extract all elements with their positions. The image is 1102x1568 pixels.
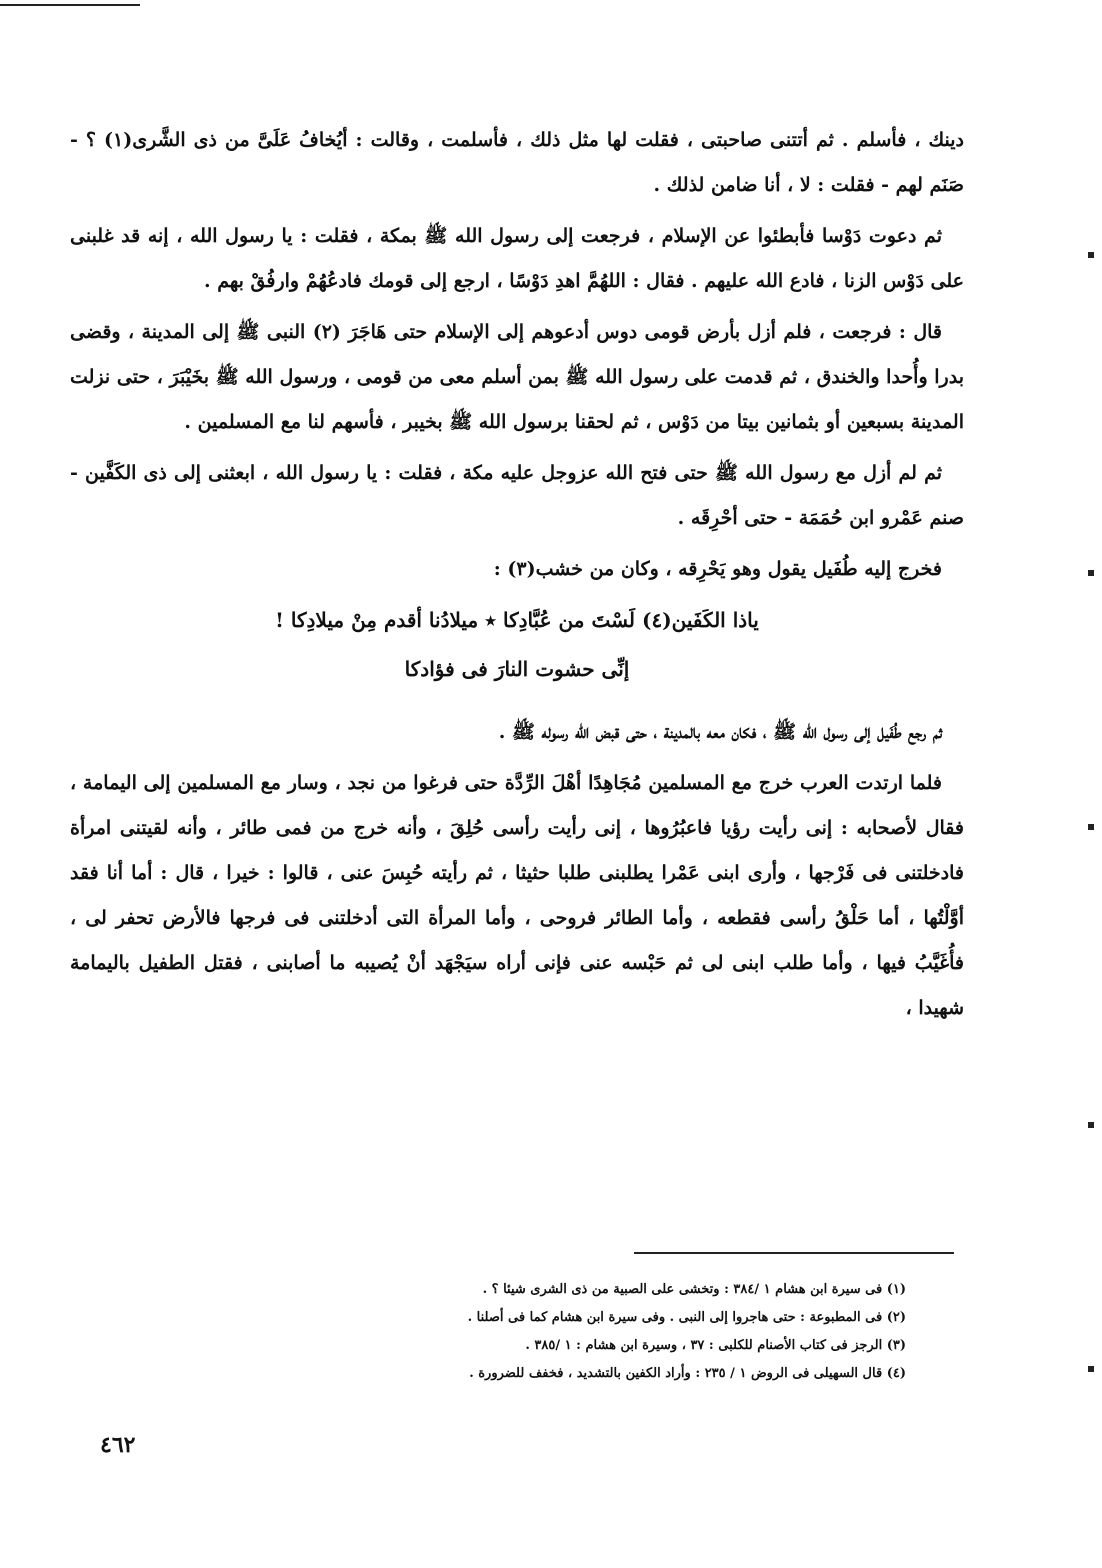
verse-line: ياذا الكَفَين(٤) لَسْتَ من عُبَّادِكا ٭ ميلادُنا أقدم مِنْ ميلادِكا ! [275, 608, 759, 632]
paragraph: فخرج إليه طُفَيل يقول وهو يَحْرِقه ، وكان من خشب(٣) : [493, 558, 942, 580]
margin-mark [1088, 252, 1094, 258]
margin-mark [1088, 824, 1094, 830]
margin-mark [1088, 1122, 1094, 1128]
footnote: (١) فى سيرة ابن هشام ١ /٣٨٤ : وتخشى على الصبية من ذى الشرى شيئا ؟ . [482, 1282, 906, 1297]
main-text [70, 118, 964, 1037]
footnotes [300, 1276, 906, 1388]
page-number: ٤٦٢ [100, 1432, 136, 1458]
margin-mark [1088, 1366, 1094, 1372]
footnote: (٣) الرجز فى كتاب الأصنام للكلبى : ٣٧ ، وسيرة ابن هشام : ١ /٣٨٥ . [525, 1338, 906, 1353]
paragraph: ثم دعوت دَوْسا فأبطئوا عن الإسلام ، فرجعت إلى رسول الله ﷺ بمكة ، فقلت : يا رسول الله ، إنه قد غلبنى على دَوْس الزنا ، فادع الله عليهم . فقال : اللهُمَّ اهدِ دَوْسًا ، ارجع إلى قومك فادعُهُمْ وارفُقْ بهم . [70, 225, 964, 292]
paragraph: ثم رجع طُفَيل إلى رسول الله ﷺ ، فكان معه بالمدينة ، حتى قبض الله رسوله ﷺ . [498, 721, 942, 743]
footnote-rule [634, 1252, 954, 1254]
paragraph: قال : فرجعت ، فلم أزل بأرض قومى دوس أدعوهم إلى الإسلام حتى هَاجَرَ (٢) النبى ﷺ إلى المدينة ، وقضى بدرا وأُحدا والخندق ، ثم قدمت على رسول الله ﷺ بمن أسلم معى من قومى ، ورسول الله ﷺ بخَيْبَرَ ، حتى نزلت المدينة بسبعين أو بثمانين بيتا من دَوْس ، ثم لحقنا برسول الله ﷺ بخيبر ، فأسهم لنا مع المسلمين . [70, 321, 964, 433]
paragraph: ثم لم أزل مع رسول الله ﷺ حتى فتح الله عزوجل عليه مكة ، فقلت : يا رسول الله ، ابعثنى إلى ذى الكَفَّين - صنم عَمْرو ابن حُمَمَة - حتى أحْرِقَه . [70, 462, 964, 529]
footnote: (٢) فى المطبوعة : حتى هاجروا إلى النبى . وفى سيرة ابن هشام كما فى أصلنا . [467, 1310, 906, 1325]
verse-line: إنِّى حشوت النارَ فى فؤادكا [404, 657, 630, 681]
footnote: (٤) قال السهيلى فى الروض ١ / ٢٣٥ : وأراد الكفين بالتشديد ، فخفف للضرورة . [469, 1366, 906, 1381]
paragraph: فلما ارتدت العرب خرج مع المسلمين مُجَاهِدًا أهْلَ الرِّدَّة حتى فرغوا من نجد ، وسار مع المسلمين إلى اليمامة ، فقال لأصحابه : إنى رأيت رؤيا فاعبُرُوها ، إنى رأيت رأسى حُلِقَ ، وأنه خرج من فمى طائر ، وأنه لقيتنى امرأة فادخلتنى فى فَرْجها ، وأرى ابنى عَمْرا يطلبنى طلبا حثيثا ، ثم رأيته حُبِسَ عنى ، قالوا : خيرا ، قال : أما أنا فقد أوَّلْتُها ، أما حَلْقُ رأسى فقطعه ، وأما الطائر فروحى ، وأما المرأة التى أدخلتنى فى فرجها فالأرض تحفر لى ، فأُغَيَّبُ فيها ، وأما طلب ابنى لى ثم حَبْسه عنى فإنى أراه سيَجْهَد أنْ يُصيبه ما أصابنى ، فقتل الطفيل باليمامة شهيدا ، [70, 772, 964, 1019]
margin-mark [1088, 570, 1094, 576]
top-rule [0, 4, 140, 6]
paragraph: دينك ، فأسلم . ثم أتتنى صاحبتى ، فقلت لها مثل ذلك ، فأسلمت ، وقالت : أيُخافُ عَلَىَّ من ذى الشَّرى(١) ؟ - صَنَم لهم - فقلت : لا ، أنا ضامن لذلك . [70, 129, 964, 196]
